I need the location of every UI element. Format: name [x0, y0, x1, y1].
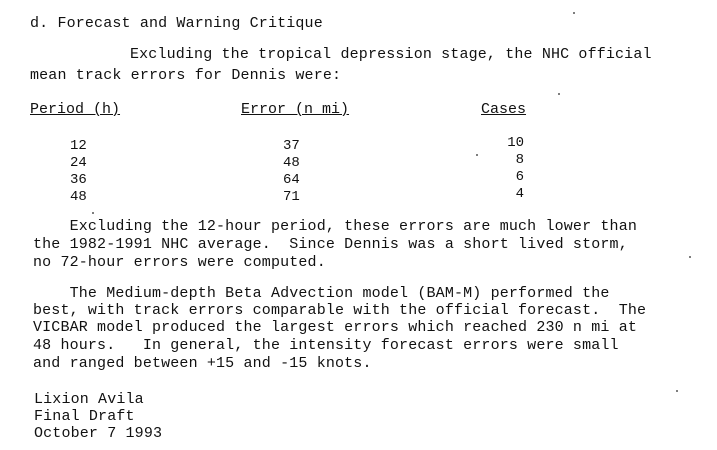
scan-speck: [476, 154, 478, 156]
scan-speck: [558, 93, 560, 95]
error-cell: 71: [283, 189, 300, 205]
intro-line-2: mean track errors for Dennis were:: [30, 67, 342, 84]
paragraph-3-line-2: best, with track errors comparable with the official forecast. The: [33, 302, 647, 319]
paragraph-3-line-3: VICBAR model produced the largest errors which reached 230 n mi at: [33, 319, 637, 336]
section-title: d. Forecast and Warning Critique: [30, 15, 323, 32]
paragraph-3-line-5: and ranged between +15 and -15 knots.: [33, 355, 372, 372]
cases-cell: 8: [515, 152, 524, 168]
column-header-error: Error (n mi): [241, 101, 350, 118]
paragraph-2-line-2: the 1982-1991 NHC average. Since Dennis was a short lived storm,: [33, 236, 628, 253]
intro-line-1: Excluding the tropical depression stage, the NHC official: [130, 46, 652, 63]
period-cell: 48: [70, 189, 87, 205]
period-cell: 12: [70, 138, 87, 154]
paragraph-2-line-1: Excluding the 12-hour period, these errors are much lower than: [33, 218, 637, 235]
paragraph-3-line-4: 48 hours. In general, the intensity forecast errors were small: [33, 337, 619, 354]
signature-name: Lixion Avila: [34, 391, 144, 408]
period-cell: 24: [70, 155, 87, 171]
scan-speck: [92, 212, 94, 214]
paragraph-2-line-3: no 72-hour errors were computed.: [33, 254, 326, 271]
signature-date: October 7 1993: [34, 425, 163, 442]
period-cell: 36: [70, 172, 87, 188]
column-header-cases: Cases: [481, 101, 527, 118]
scan-speck: [689, 256, 691, 258]
scan-speck: [676, 390, 678, 392]
error-cell: 48: [283, 155, 300, 171]
cases-cell: 4: [515, 186, 524, 202]
cases-cell: 10: [507, 135, 524, 151]
signature-status: Final Draft: [34, 408, 135, 425]
paragraph-3-line-1: The Medium-depth Beta Advection model (BAM-M) performed the: [33, 285, 610, 302]
error-cell: 64: [283, 172, 300, 188]
column-header-period: Period (h): [30, 101, 121, 118]
scan-speck: [573, 12, 575, 14]
error-cell: 37: [283, 138, 300, 154]
cases-cell: 6: [515, 169, 524, 185]
